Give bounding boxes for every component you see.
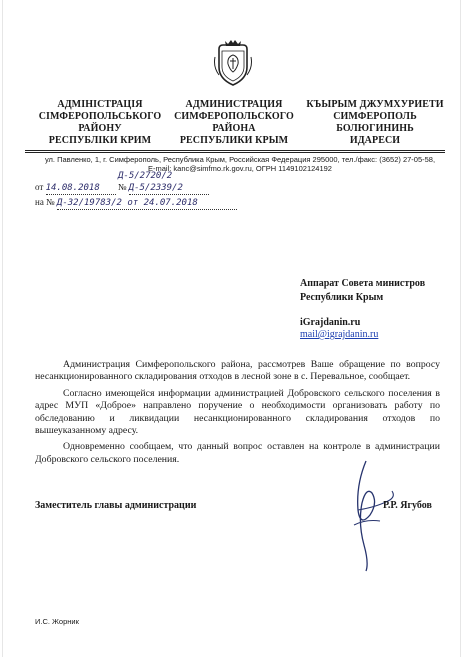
header-divider: [25, 152, 445, 153]
header-right-line: ИДАРЕСИ: [349, 135, 401, 146]
letter-body: [35, 359, 440, 470]
site-name: iGrajdanin.ru: [300, 317, 361, 328]
signatory-position: Заместитель главы администрации: [35, 500, 197, 511]
letter-date: 14.08.2018: [46, 182, 116, 195]
letter-number-top: Д-5/2720/2: [118, 171, 173, 181]
header-middle-line: СИМФЕРОПОЛЬСКОГО: [174, 111, 294, 122]
header-ukrainian: [35, 99, 165, 147]
header-crimean-tatar: [305, 99, 445, 147]
header-russian: [167, 99, 301, 147]
contact-address: [40, 155, 440, 173]
to-number-label: на №: [35, 197, 55, 207]
header-middle-line: РЕСПУБЛИКИ КРЫМ: [179, 135, 289, 146]
body-paragraph: Согласно имеющейся информации администрацией Добровского сельского поселения в адрес МУП «Доброе» направлено поручение о необходимости организовать работу по обследованию и ликвидации несанкционированного складирования отходов по вышеуказанному адресу.: [35, 387, 440, 437]
signatory-name: Р.Р. Ягубов: [383, 500, 432, 511]
header-middle-line: АДМИНИСТРАЦИЯ: [185, 99, 283, 110]
header-right-line: СИМФЕРОПОЛЬ: [333, 111, 417, 122]
header-left-line: РАЙОНУ: [78, 123, 122, 134]
body-paragraph: Администрация Симферопольского района, рассмотрев Ваше обращение по вопросу несанкционированного складирования отходов в лесной зоне в с. Перевальное, сообщает.: [35, 359, 440, 383]
header-divider: [25, 150, 445, 151]
address-email-line: E-mail: kanc@simfmo.rk.gov.ru, ОГРН 1149102124192: [148, 164, 332, 173]
body-paragraph: Одновременно сообщаем, что данный вопрос оставлен на контроле в администрации Добровского сельского поселения.: [35, 441, 440, 465]
header-right-line: БОЛЮГИНИНЬ: [336, 123, 414, 134]
site-email-link[interactable]: mail@igrajdanin.ru: [300, 329, 379, 340]
letter-number: Д-5/2339/2: [129, 182, 209, 195]
incoming-reference: [35, 196, 237, 210]
outgoing-reference: [35, 181, 209, 195]
recipient-line: Аппарат Совета министров: [300, 278, 426, 289]
recipient-line: Республики Крым: [300, 292, 384, 303]
coat-of-arms-icon: [213, 39, 253, 87]
header-right-line: КЪЫРЫМ ДЖУМХУРИЕТИ: [306, 99, 444, 110]
header-left-line: АДМІНІСТРАЦІЯ: [57, 99, 143, 110]
scan-edge-left: [2, 0, 3, 657]
number-label: №: [117, 182, 127, 192]
from-label: от: [35, 182, 44, 192]
header-middle-line: РАЙОНА: [212, 123, 256, 134]
recipient-block: [300, 277, 425, 305]
handwritten-signature: [336, 455, 406, 575]
copy-recipient: [300, 317, 378, 341]
address-line: ул. Павленко, 1, г. Симферополь, Республика Крым, Российская Федерация 295000, тел./факс: (3652) 27-05-58,: [44, 155, 436, 164]
header-left-line: РЕСПУБЛІКИ КРИМ: [48, 135, 152, 146]
incoming-number: Д-32/19783/2 от 24.07.2018: [57, 197, 237, 210]
header-left-line: СІМФЕРОПОЛЬСЬКОГО: [38, 111, 162, 122]
scan-edge-right: [460, 0, 461, 657]
executor-name: И.С. Жорник: [35, 617, 79, 626]
